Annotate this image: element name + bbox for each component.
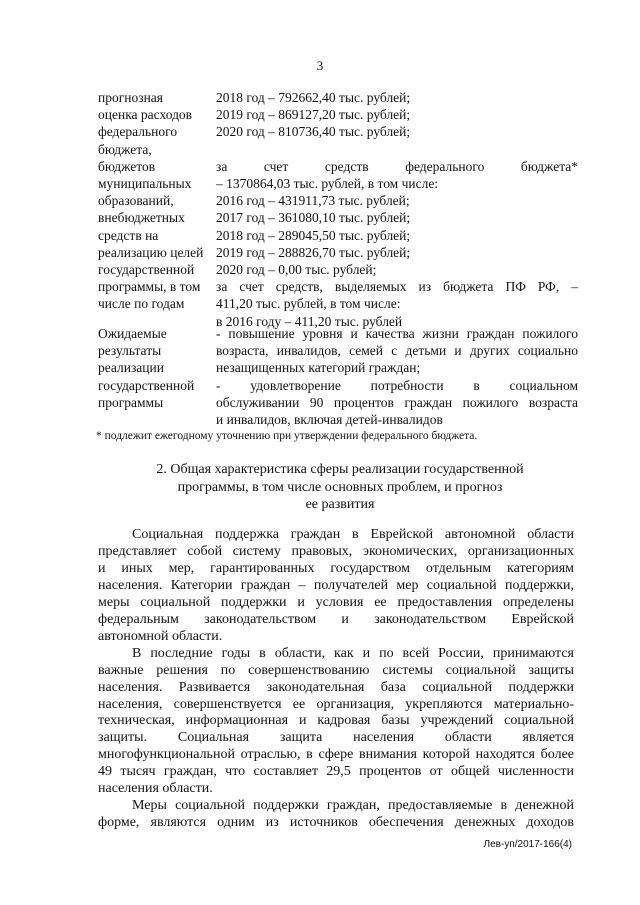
costs-right-line: – 1370864,03 тыс. рублей, в том числе: [216,176,439,192]
costs-row [98,89,578,330]
costs-right-column [216,89,578,330]
document-code: Лев-уп/2017-166(4) [483,839,572,850]
results-left-line: программы [98,394,164,410]
costs-right-line: за счет средств федерального бюджета* [216,158,578,174]
costs-left-line: образований, [98,193,174,209]
results-right-line: - повышение уровня и качества жизни граждан пожилого [216,326,578,341]
results-row [98,325,578,428]
costs-right-line: 2018 год – 289045,50 тыс. рублей; [216,227,411,243]
results-right-column [216,325,578,428]
costs-right-line: 2019 год – 288826,70 тыс. рублей; [216,244,411,260]
paragraph-line: автономной области. [98,628,223,644]
costs-right-line: 2020 год – 0,00 тыс. рублей; [216,262,377,278]
heading-line: программы, в том числе основных проблем, и прогноз [177,479,503,495]
results-left-line: реализации [98,360,164,376]
paragraph-line: В последние годы в области, как и по всей России, принимаются [132,645,574,661]
costs-right-line: 2018 год – 792662,40 тыс. рублей; [216,90,411,105]
paragraph-line: населения, совершенствуется ее организация, укрепляются материально- [98,696,574,712]
results-right-line: возраста, инвалидов, семей с детьми и других социально [216,343,578,359]
results-left-line: Ожидаемые [98,326,167,341]
paragraph-line: техническая, информационная и кадровая базы учреждений социальной [98,713,574,729]
paragraph-line: представляет собой систему правовых, экономических, организационных [98,543,574,559]
paragraph-line: форме, являются одним из источников обеспечения денежных доходов [98,815,574,831]
results-table [98,325,578,428]
results-left-line: результаты [98,343,162,359]
section-heading [130,461,550,514]
costs-right-line: 2019 год – 869127,20 тыс. рублей; [216,107,411,123]
heading-line: 2. Общая характеристика сферы реализации государственной [156,462,524,477]
costs-left-column [98,89,216,330]
costs-right-line: в 2016 году – 411,20 тыс. рублей [216,313,403,329]
costs-right-line: 411,20 тыс. рублей, в том числе: [216,296,401,312]
paragraph-line: многофункциональной отраслью, в сфере внимания которой находятся более [98,747,574,763]
costs-right-line: за счет средств, выделяемых из бюджета ПФ РФ, – [216,279,578,295]
body-text [98,527,574,832]
paragraph-line: населения. Развивается законодательная база социальной поддержки [98,679,574,695]
paragraph-2 [98,646,574,799]
costs-left-line: программы, в том [98,279,201,295]
results-right-line: обслуживании 90 процентов граждан пожилого возраста [216,394,578,410]
page-number: 3 [316,58,324,73]
paragraph-3 [98,798,574,832]
results-right-line: незащищенных категорий граждан; [216,360,421,376]
paragraph-line: Меры социальной поддержки граждан, предоставляемые в денежной [132,798,574,814]
paragraph-line: 49 тысяч граждан, что составляет 29,5 процентов от общей численности [98,764,574,780]
costs-right-line: 2016 год – 431911,73 тыс. рублей; [216,193,410,209]
costs-left-line: оценка расходов [98,107,193,123]
costs-left-line: средств на [98,227,159,243]
results-right-line: и инвалидов, включая детей-инвалидов [216,412,443,428]
paragraph-line: Социальная поддержка граждан в Еврейской автономной области [132,527,574,542]
paragraph-line: и иных мер, гарантированных государством отдельным категориям [98,560,574,576]
heading-line: ее развития [305,497,375,512]
costs-right-line: 2017 год – 361080,10 тыс. рублей; [216,210,411,226]
paragraph-line: важные решения по совершенствованию системы социальной защиты [98,662,574,678]
costs-right-line [216,141,578,158]
results-left-column [98,325,216,428]
costs-left-line: бюджетов [98,158,156,174]
costs-left-line: внебюджетных [98,210,185,226]
results-right-line: - удовлетворение потребности в социальном [216,377,578,393]
paragraph-line: федеральным законодательством и законодательством Еврейской [98,611,574,627]
paragraph-line: защиты. Социальная защита населения области является [98,730,574,746]
costs-left-line: государственной [98,262,195,278]
costs-left-line: реализацию целей [98,244,204,260]
paragraph-1 [98,527,574,646]
paragraph-line: меры социальной поддержки и условия ее предоставления определены [98,594,574,610]
paragraph-line: населения. Категории граждан – получателей мер социальной поддержки, [98,577,574,593]
costs-left-line: прогнозная [98,90,163,105]
costs-table [98,89,578,330]
paragraph-line: населения области. [98,781,213,797]
costs-left-line: федерального [98,124,178,140]
costs-left-line: муниципальных [98,176,192,192]
costs-left-line: бюджета, [98,141,152,157]
costs-left-line: числе по годам [98,296,185,312]
results-left-line: государственной [98,377,195,393]
footnote: * подлежит ежегодному уточнению при утверждении федерального бюджета. [96,430,478,442]
costs-right-line: 2020 год – 810736,40 тыс. рублей; [216,124,411,140]
